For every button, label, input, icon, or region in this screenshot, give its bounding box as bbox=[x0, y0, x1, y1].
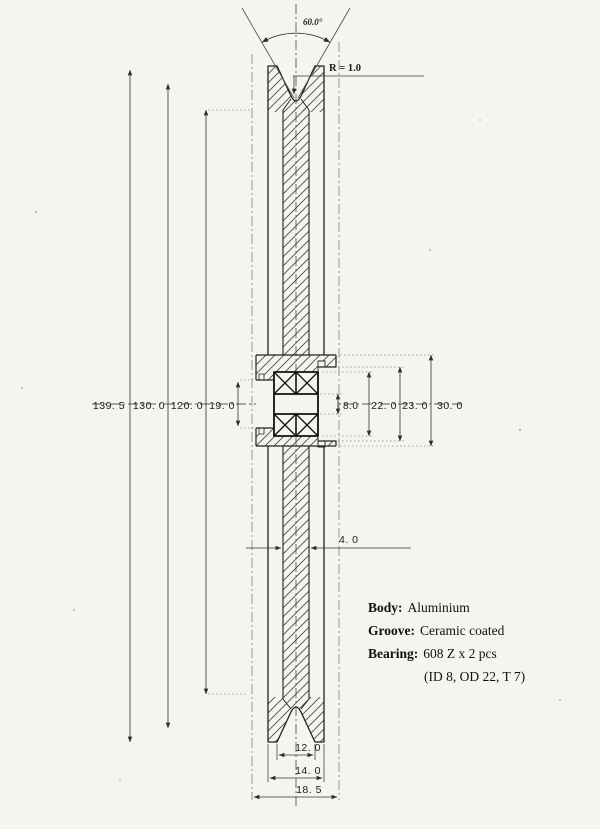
dim-label-139-5: 139. 5 bbox=[92, 400, 126, 412]
dim-label-14-0: 14. 0 bbox=[295, 765, 321, 777]
dim-label-18-5: 18. 5 bbox=[296, 784, 322, 796]
dim-label-22-0: 22. 0 bbox=[371, 400, 397, 412]
groove-angle-label: 60.0° bbox=[303, 17, 323, 27]
web-thickness-callout bbox=[246, 534, 411, 548]
left-dimensions bbox=[93, 70, 256, 742]
dim-label-23-0: 23. 0 bbox=[402, 400, 428, 412]
groove-radius-label: R = 1.0 bbox=[329, 63, 361, 74]
dim-label-120-0: 120. 0 bbox=[170, 400, 204, 412]
note-body: Body: Aluminium bbox=[368, 600, 470, 615]
note-groove: Groove: Ceramic coated bbox=[368, 623, 505, 638]
spec-notes bbox=[368, 600, 525, 684]
note-bearing-detail: (ID 8, OD 22, T 7) bbox=[424, 669, 526, 684]
dim-label-8-0: 8.0 bbox=[343, 401, 359, 412]
dim-label-19-0: 19. 0 bbox=[209, 400, 235, 412]
upper-web-hatch bbox=[283, 108, 309, 355]
note-bearing: Bearing: 608 Z x 2 pcs bbox=[368, 646, 497, 661]
web-thickness-label: 4. 0 bbox=[339, 534, 359, 546]
dim-label-12-0: 12. 0 bbox=[295, 742, 321, 754]
right-dimensions bbox=[320, 355, 463, 446]
lower-web-hatch bbox=[283, 446, 309, 697]
bottom-dimensions bbox=[254, 742, 337, 797]
dim-label-30-0: 30. 0 bbox=[437, 400, 463, 412]
dim-label-130-0: 130. 0 bbox=[132, 400, 166, 412]
